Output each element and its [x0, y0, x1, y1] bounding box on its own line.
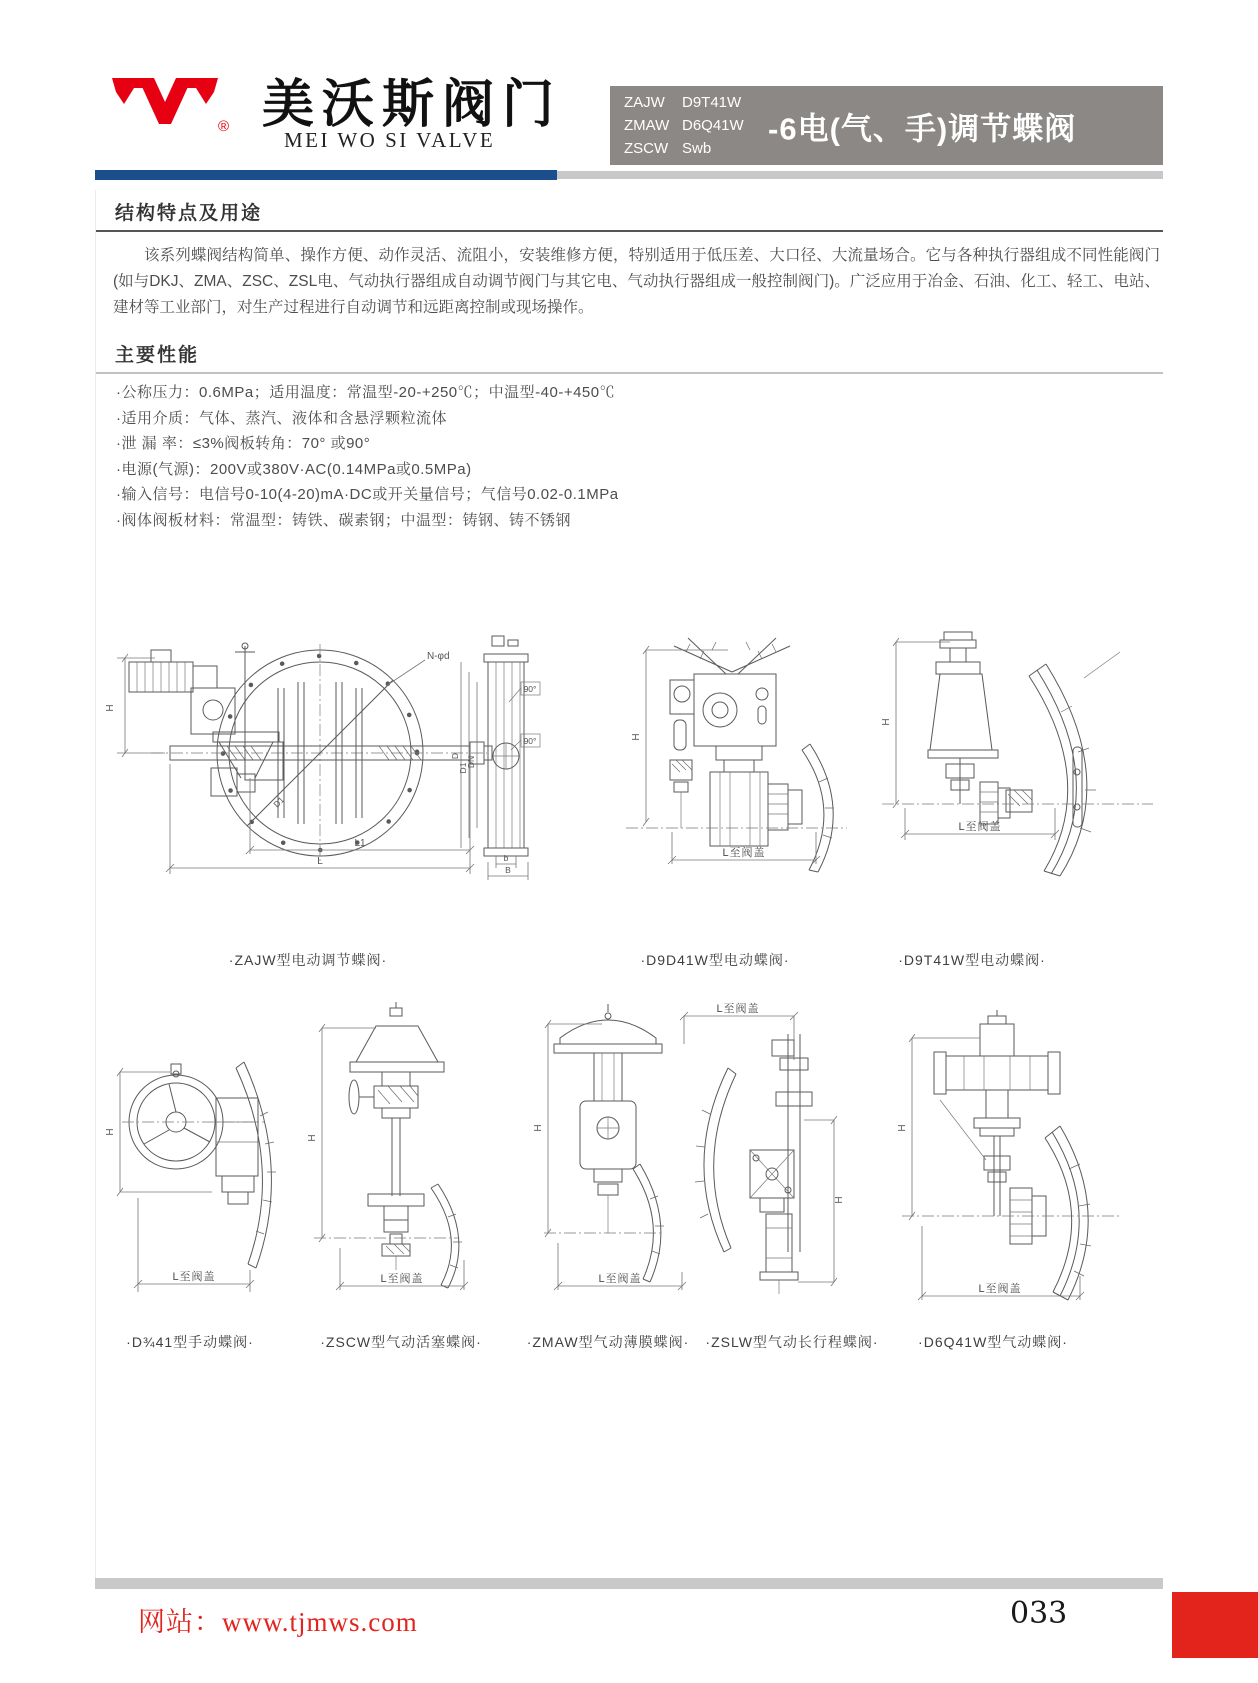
performance-item: ·阀体阀板材料：常温型：铸铁、碳素钢；中温型：铸钢、铸不锈钢 — [116, 511, 571, 529]
model-row — [624, 137, 744, 160]
dim-label-l: L — [317, 856, 323, 867]
dim-label-h: H — [631, 733, 642, 741]
features-rule — [95, 230, 1163, 232]
zmaw-body — [544, 1004, 664, 1282]
footer-red-block — [1172, 1592, 1258, 1658]
diagram-d9t41w — [858, 622, 1163, 882]
dim-label-b: b — [503, 853, 509, 863]
d9d41w-body — [626, 638, 847, 872]
dim-label-n-phi-d: N-φd — [427, 651, 450, 662]
header-gray-bar — [557, 171, 1163, 179]
model-row — [624, 114, 744, 137]
caption-zmaw: ·ZMAW型气动薄膜蝶阀· — [526, 1334, 690, 1350]
diagram-zscw — [298, 998, 493, 1306]
performance-item: ·适用介质：气体、蒸汽、液体和含悬浮颗粒流体 — [116, 409, 447, 427]
zslw-dimensions — [798, 1116, 845, 1286]
dim-label-d: D — [450, 752, 460, 760]
brand-name-en: MEI WO SI VALVE — [284, 128, 496, 152]
model-code: D9T41W — [682, 94, 742, 111]
caption-d6q41w: ·D6Q41W型气动蝶阀· — [918, 1334, 1068, 1350]
dim-label-90deg: 90° — [523, 684, 537, 694]
caption-zajw: ·ZAJW型电动调节蝶阀· — [228, 952, 388, 968]
footer-bar — [95, 1578, 1163, 1589]
performance-heading: 主要性能 — [115, 345, 200, 366]
model-code-list — [624, 91, 744, 160]
caption-d341: ·D¾41型手动蝶阀· — [126, 1334, 254, 1350]
header-blue-bar — [95, 170, 557, 180]
dim-label-dn: DN — [466, 755, 476, 769]
diagram-d9d41w — [612, 632, 852, 882]
performance-rule — [95, 372, 1163, 374]
features-paragraph: 该系列蝶阀结构简单、操作方便、动作灵活、流阻小，安装维修方便，特别适用于低压差、大口径、大流量场合。它与各种执行器组成不同性能阀门(如与DKJ、ZMA、ZSC、ZSL电、气动执行器组成自动调节阀门与其它电、气动执行器组成一般控制阀门)。广泛应用于冶金、石油、化工、轻工、电站、建材等工业部门，对生产过程进行自动调节和远距离控制或现场操作。 — [113, 247, 1160, 316]
model-code: Swb — [682, 140, 712, 157]
dim-label-l-to-cover: L至阀盖 — [722, 847, 766, 859]
performance-item: ·电源(气源)：200V或380V·AC(0.14MPa或0.5MPa) — [116, 460, 472, 478]
dim-label-l-to-cover: L至阀盖 — [958, 821, 1002, 833]
performance-item: ·输入信号：电信号0-10(4-20)mA·DC或开关量信号；气信号0.02-0.1MPa — [116, 486, 619, 503]
d6q41w-dimensions — [897, 1034, 1084, 1300]
brand-logo-icon — [110, 72, 220, 142]
performance-list — [116, 380, 619, 533]
brand-name-cn: 美沃斯阀门 — [262, 74, 563, 135]
diagram-zslw — [672, 1000, 867, 1306]
dim-label-90deg: 90° — [523, 736, 537, 746]
manual-valve-body — [122, 1062, 276, 1268]
dim-label-l1: L1 — [354, 838, 366, 849]
diagram-zmaw — [532, 998, 687, 1306]
caption-d9t41w: ·D9T41W型电动蝶阀· — [898, 952, 1046, 968]
diagram-d6q41w — [888, 1008, 1133, 1308]
model-row — [624, 91, 744, 114]
zajw-front-view — [129, 643, 492, 864]
features-heading: 结构特点及用途 — [115, 203, 263, 224]
caption-d9d41w: ·D9D41W型电动蝶阀· — [640, 952, 790, 968]
zscw-body — [314, 1002, 462, 1288]
footer-page-number: 033 — [1010, 1596, 1068, 1631]
d9t41w-body — [882, 632, 1153, 876]
zmaw-dimensions — [533, 1020, 686, 1290]
model-code: D6Q41W — [682, 117, 744, 134]
dim-label-d1: D1 — [458, 762, 468, 774]
performance-item: ·泄 漏 率：≤3%阀板转角：70° 或90° — [116, 435, 371, 452]
model-code: ZMAW — [624, 117, 670, 134]
dim-label-h: H — [881, 718, 892, 726]
d9d41w-dimensions — [631, 646, 820, 864]
banner-product-title: -6电(气、手)调节蝶阀 — [768, 111, 1077, 146]
page-edge-line — [95, 190, 96, 1578]
model-code: ZSCW — [624, 140, 669, 157]
zslw-dim-top — [680, 1001, 798, 1060]
d6q41w-body — [902, 1010, 1120, 1300]
dim-label-h: H — [105, 1128, 116, 1136]
dim-label-h: H — [897, 1124, 908, 1132]
dim-label-h: H — [834, 1196, 845, 1204]
zajw-dimensions — [105, 651, 474, 874]
model-banner — [610, 86, 1163, 165]
dim-label-l-to-cover: L至阀盖 — [380, 1273, 424, 1285]
dim-label-l-to-cover: L至阀盖 — [598, 1273, 642, 1285]
model-code: ZAJW — [624, 94, 665, 111]
caption-zslw: ·ZSLW型气动长行程蝶阀· — [705, 1334, 879, 1350]
manual-valve-dimensions — [105, 1068, 254, 1292]
dim-label-h: H — [533, 1124, 544, 1132]
dim-label-h: H — [105, 704, 116, 712]
dim-label-d1: D1 — [271, 794, 287, 810]
dim-label-h: H — [307, 1134, 318, 1142]
registered-mark: ® — [218, 118, 230, 135]
zajw-side-view — [450, 636, 540, 880]
footer-website: 网站：www.tjmws.com — [138, 1607, 418, 1637]
zslw-body — [695, 1034, 812, 1294]
dim-label-l-to-cover: L至阀盖 — [716, 1003, 760, 1015]
dim-label-l-to-cover: L至阀盖 — [978, 1283, 1022, 1295]
diagram-d341-manual — [102, 1002, 277, 1307]
dim-label-l-to-cover: L至阀盖 — [172, 1271, 216, 1283]
diagram-zajw-valve — [95, 628, 545, 883]
performance-item: ·公称压力：0.6MPa；适用温度：常温型-20-+250℃；中温型-40-+450℃ — [116, 384, 616, 401]
caption-zscw: ·ZSCW型气动活塞蝶阀· — [320, 1334, 482, 1350]
dim-label-B: B — [505, 865, 511, 875]
